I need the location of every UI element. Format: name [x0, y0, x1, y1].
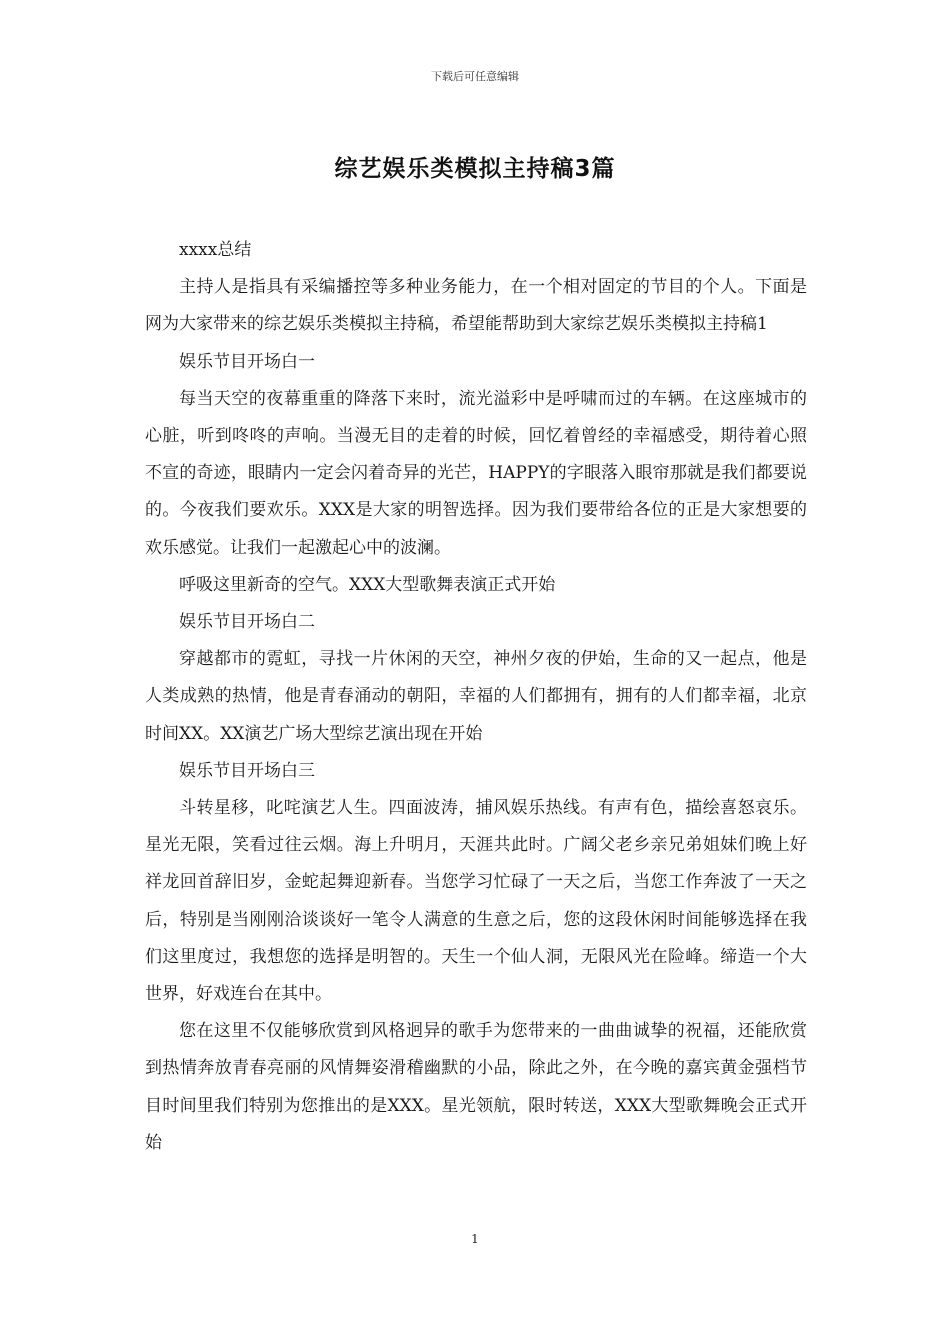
- page-header-note: 下载后可任意编辑: [431, 70, 519, 83]
- heading-opening-2: 娱乐节目开场白二: [179, 612, 315, 633]
- page-number: 1: [471, 1232, 479, 1246]
- heading-opening-3: 娱乐节目开场白三: [179, 760, 315, 781]
- paragraph-opening-3-close: 您在这里不仅能够欣赏到风格迥异的歌手为您带来的一曲曲诚挚的祝福，还能欣赏到热情奔放青春亮丽的风情舞姿滑稽幽默的小品，除此之外，在今晚的嘉宾黄金强档节目时间里我们特别为您推出的是XXX。星光领航，限时转送，XXX大型歌舞晚会正式开始: [145, 1021, 807, 1153]
- paragraph-intro: 主持人是指具有采编播控等多种业务能力，在一个相对固定的节目的个人。下面是网为大家带来的综艺娱乐类模拟主持稿，希望能帮助到大家综艺娱乐类模拟主持稿1: [145, 277, 807, 335]
- paragraph-opening-2: 穿越都市的霓虹，寻找一片休闲的天空，神州夕夜的伊始，生命的又一起点，他是人类成熟的热情，他是青春涌动的朝阳，幸福的人们都拥有，拥有的人们都幸福，北京时间XX。XX演艺广场大型综艺演出现在开始: [145, 649, 807, 744]
- document-title: 综艺娱乐类模拟主持稿3篇: [334, 156, 616, 182]
- heading-opening-1: 娱乐节目开场白一: [179, 351, 315, 372]
- paragraph-summary-label: xxxx总结: [179, 240, 252, 260]
- paragraph-opening-1: 每当天空的夜幕重重的降落下来时，流光溢彩中是呼啸而过的车辆。在这座城市的心脏，听到咚咚的声响。当漫无目的走着的时候，回忆着曾经的幸福感受，期待着心照不宣的奇迹，眼睛内一定会闪着奇异的光芒，HAPPY的字眼落入眼帘那就是我们都要说的。今夜我们要欢乐。XXX是大家的明智选择。因为我们要带给各位的正是大家想要的欢乐感觉。让我们一起激起心中的波澜。: [145, 388, 807, 558]
- document-body: [145, 232, 807, 1162]
- paragraph-opening-1-close: 呼吸这里新奇的空气。XXX大型歌舞表演正式开始: [179, 574, 556, 595]
- paragraph-opening-3: 斗转星移，叱咤演艺人生。四面波涛，捕风娱乐热线。有声有色，描绘喜怒哀乐。星光无限，笑看过往云烟。海上升明月，天涯共此时。广阔父老乡亲兄弟姐妹们晚上好祥龙回首辞旧岁，金蛇起舞迎新春。当您学习忙碌了一天之后，当您工作奔波了一天之后，特别是当刚刚洽谈谈好一笔令人满意的生意之后，您的这段休闲时间能够选择在我们这里度过，我想您的选择是明智的。天生一个仙人洞，无限风光在险峰。缔造一个大世界，好戏连台在其中。: [145, 798, 807, 1005]
